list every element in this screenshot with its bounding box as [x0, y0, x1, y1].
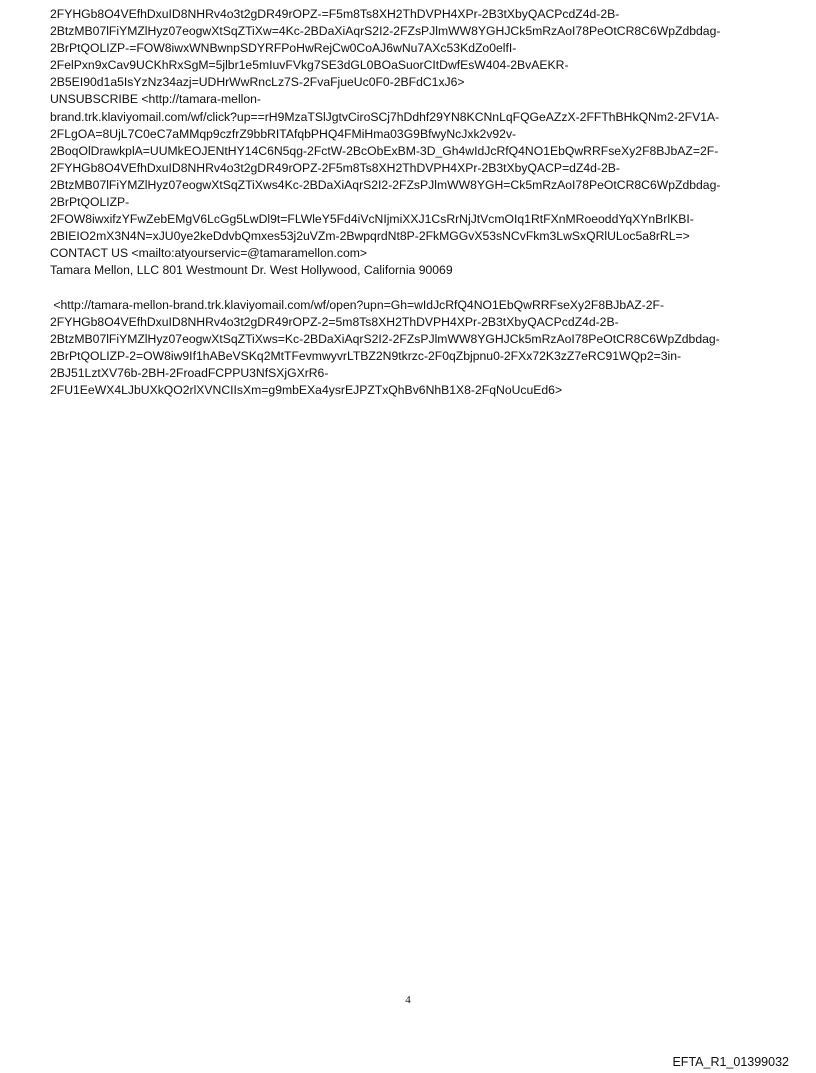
tracking-link[interactable]: 2BrPtQOLIZP-2=OW8iw9If1hABeVSKq2MtTFevmwyvrLTBZ2N9tkrzc-2F0qZbjpnu0-2FXx72K3zZ7eRC91WQp2=3in- [50, 348, 682, 363]
tracking-link[interactable]: <http://tamara-mellon-brand.trk.klaviyomail.com/wf/open?upn=Gh=wIdJcRfQ4NO1EbQwRRFseXy2F8BJbAZ-2F- [50, 297, 665, 312]
unsubscribe-link[interactable]: 2BrPtQOLIZP- [50, 195, 130, 210]
email-body [50, 6, 790, 399]
tracking-link[interactable]: 2BJ51LztXV76b-2BH-2FroadFCPPU3NfSXjGXrR6- [50, 365, 329, 380]
text-line: 2FYHGb8O4VEfhDxuID8NHRv4o3t2gDR49rOPZ-=F5m8Ts8XH2ThDVPH4XPr-2B3tXbyQACPcdZ4d-2B- [50, 7, 620, 21]
page-number: 4 [405, 994, 411, 1006]
text-line: 2FelPxn9xCav9UCKhRxSgM=5jlbr1e5mIuvFVkg7SE3dGL0BOaSuorCItDwfEsW404-2BvAEKR- [50, 58, 569, 73]
unsubscribe-link[interactable]: 2FLgOA=8UjL7C0eC7aMMqp9czfrZ9bbRITAfqbPHQ4FMiHma03G9BfwyNcJxk2v92v- [50, 126, 517, 141]
unsubscribe-link[interactable]: 2FYHGb8O4VEfhDxuID8NHRv4o3t2gDR49rOPZ-2F5m8Ts8XH2ThDVPH4XPr-2B3tXbyQACP=dZ4d-2B- [50, 160, 620, 175]
unsubscribe-link[interactable]: brand.trk.klaviyomail.com/wf/click?up==rH9MzaTSlJgtvCiroSCj7hDdhf29YN8KCNnLqFQGeAZzX-2FFThBHkQNm2-2FV1A- [50, 109, 720, 124]
tracking-link[interactable]: 2FYHGb8O4VEfhDxuID8NHRv4o3t2gDR49rOPZ-2=5m8Ts8XH2ThDVPH4XPr-2B3tXbyQACPcdZ4d-2B- [50, 314, 619, 329]
tracking-link[interactable]: 2BtzMB07lFiYMZlHyz07eogwXtSqZTiXws=Kc-2BDaXiAqrS2I2-2FZsPJlmWW8YGHJCk5mRzAoI78PeOtCR8C6WpZdbdag- [50, 331, 720, 346]
text-line: 2BtzMB07lFiYMZlHyz07eogwXtSqZTiXw=4Kc-2BDaXiAqrS2I2-2FZsPJlmWW8YGHJCk5mRzAoI78PeOtCR8C6WpZdbdag- [50, 24, 721, 39]
bates-id: EFTA_R1_01399032 [672, 1055, 789, 1069]
contact-us-link[interactable]: CONTACT US <mailto:atyourservic=@tamaramellon.com> [50, 246, 368, 261]
unsubscribe-link[interactable]: 2FOW8iwxifzYFwZebEMgV6LcGg5LwDl9t=FLWleY5Fd4iVcNIjmiXXJ1CsRrNjJtVcmOIq1RtFXnMRoeoddYqXYnBrlKBI- [50, 212, 694, 227]
text-line: 2B5EI90d1a5IsYzNz34azj=UDHrWwRncLz7S-2FvaFjueUc0F0-2BFdC1xJ6> [50, 75, 465, 90]
unsubscribe-link[interactable]: 2BtzMB07lFiYMZlHyz07eogwXtSqZTiXws4Kc-2BDaXiAqrS2I2-2FZsPJlmWW8YGH=Ck5mRzAoI78PeOtCR8C6WpZdbdag- [50, 177, 721, 192]
unsubscribe-label: UNSUBSCRIBE <http://tamara-mellon- [50, 92, 261, 107]
company-address: Tamara Mellon, LLC 801 Westmount Dr. West Hollywood, California 90069 [50, 263, 453, 278]
blank-line [50, 280, 790, 297]
tracking-link[interactable]: 2FU1EeWX4LJbUXkQO2rlXVNCIIsXm=g9mbEXa4ysrEJPZTxQhBv6NhB1X8-2FqNoUcuEd6> [50, 383, 563, 398]
unsubscribe-link[interactable]: 2BoqOlDrawkplA=UUMkEOJENtHY14C6N5qg-2FctW-2BcObExBM-3D_Gh4wIdJcRfQ4NO1EbQwRRFseXy2F8BJbAZ=2F- [50, 143, 719, 158]
unsubscribe-link[interactable]: 2BIEIO2mX3N4N=xJU0ye2keDdvbQmxes53j2uVZm-2BwpqrdNt8P-2FkMGGvX53sNCvFkm3LwSxQRlULoc5a8rRL=> [50, 229, 690, 244]
text-line: 2BrPtQOLIZP-=FOW8iwxWNBwnpSDYRFPoHwRejCw0CoAJ6wNu7AXc53KdZo0elfI- [50, 41, 517, 56]
